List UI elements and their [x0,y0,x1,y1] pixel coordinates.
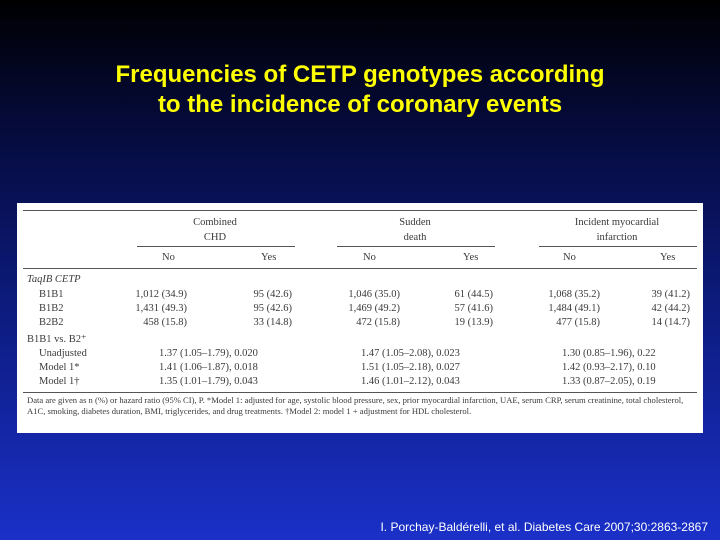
table-cell: 1.41 (1.06–1.87), 0.018 [159,362,258,373]
slide-title-line-1: Frequencies of CETP genotypes according [115,61,605,88]
group-rule [137,246,295,247]
table-cell: 1.42 (0.93–2.17), 0.10 [562,362,656,373]
row-label: Model 1† [39,376,80,387]
subheader-yes: Yes [660,252,676,263]
row-label: B2B2 [39,317,64,328]
table-cell: 472 (15.8) [356,317,400,328]
table-cell: 95 (42.6) [253,303,292,314]
table-cell: 1.30 (0.85–1.96), 0.22 [562,348,656,359]
table-cell: 1,469 (49.2) [348,303,400,314]
table-cell: 1,431 (49.3) [135,303,187,314]
table-cell: 477 (15.8) [556,317,600,328]
table-cell: 61 (44.5) [454,289,493,300]
genotype-table [17,203,703,433]
table-cell: 1.37 (1.05–1.79), 0.020 [159,348,258,359]
table-cell: 39 (41.2) [651,289,690,300]
table-cell: 1.33 (0.87–2.05), 0.19 [562,376,656,387]
group-header-line: death [403,232,427,243]
subheader-yes: Yes [463,252,479,263]
table-cell: 1.46 (1.01–2.12), 0.043 [361,376,460,387]
subheader-no: No [363,252,376,263]
table-footnote: Data are given as n (%) or hazard ratio (95% CI), P. *Model 1: adjusted for age, systolic blood pressure, sex, prior myocardial infarction, UAE, serum CRP, serum creatinine, total cholesterol, A1C, smoking, diabetes duration, BMI, triglycerides, and drug treatments. †Model 2: model 1 + adjustment for HDL cholesterol. [27,395,684,416]
table-cell: 1.35 (1.01–1.79), 0.043 [159,376,258,387]
group-header-incident-mi [537,215,697,245]
section-label-b1b1-vs-b2: B1B1 vs. B2⁺ [27,334,87,345]
table-cell: 19 (13.9) [454,317,493,328]
group-rule [337,246,495,247]
table-cell: 1,484 (49.1) [548,303,600,314]
subheader-no: No [162,252,175,263]
slide-title-line-2: to the incidence of coronary events [157,91,563,118]
table-bottom-rule [23,392,697,393]
group-rule [539,246,697,247]
table-cell: 1,012 (34.9) [135,289,187,300]
row-label: B1B2 [39,303,64,314]
table-cell: 1,068 (35.2) [548,289,600,300]
table-cell: 1.51 (1.05–2.18), 0.027 [361,362,460,373]
table-cell: 57 (41.6) [454,303,493,314]
group-header-line: Incident myocardial [574,217,660,228]
table-top-rule [23,210,697,211]
table-cell: 95 (42.6) [253,289,292,300]
group-header-line: Sudden [399,217,431,228]
table-cell: 42 (44.2) [651,303,690,314]
table-cell: 33 (14.8) [253,317,292,328]
table-cell: 14 (14.7) [651,317,690,328]
row-label: Model 1* [39,362,80,373]
slide-title [0,60,720,120]
section-label-taqib: TaqIB CETP [27,274,81,285]
group-header-line: infarction [596,232,638,243]
subheader-no: No [563,252,576,263]
citation: I. Porchay-Baldérelli, et al. Diabetes Care 2007;30:2863-2867 [380,520,708,534]
subheader-yes: Yes [261,252,277,263]
group-header-line: CHD [203,232,227,243]
table-cell: 1,046 (35.0) [348,289,400,300]
group-header-sudden-death [335,215,495,245]
table-cell: 458 (15.8) [143,317,187,328]
row-label: B1B1 [39,289,64,300]
group-header-line: Combined [193,217,237,228]
header-bottom-rule [23,268,697,269]
group-header-combined-chd [135,215,295,245]
row-label: Unadjusted [39,348,87,359]
table-cell: 1.47 (1.05–2.08), 0.023 [361,348,460,359]
